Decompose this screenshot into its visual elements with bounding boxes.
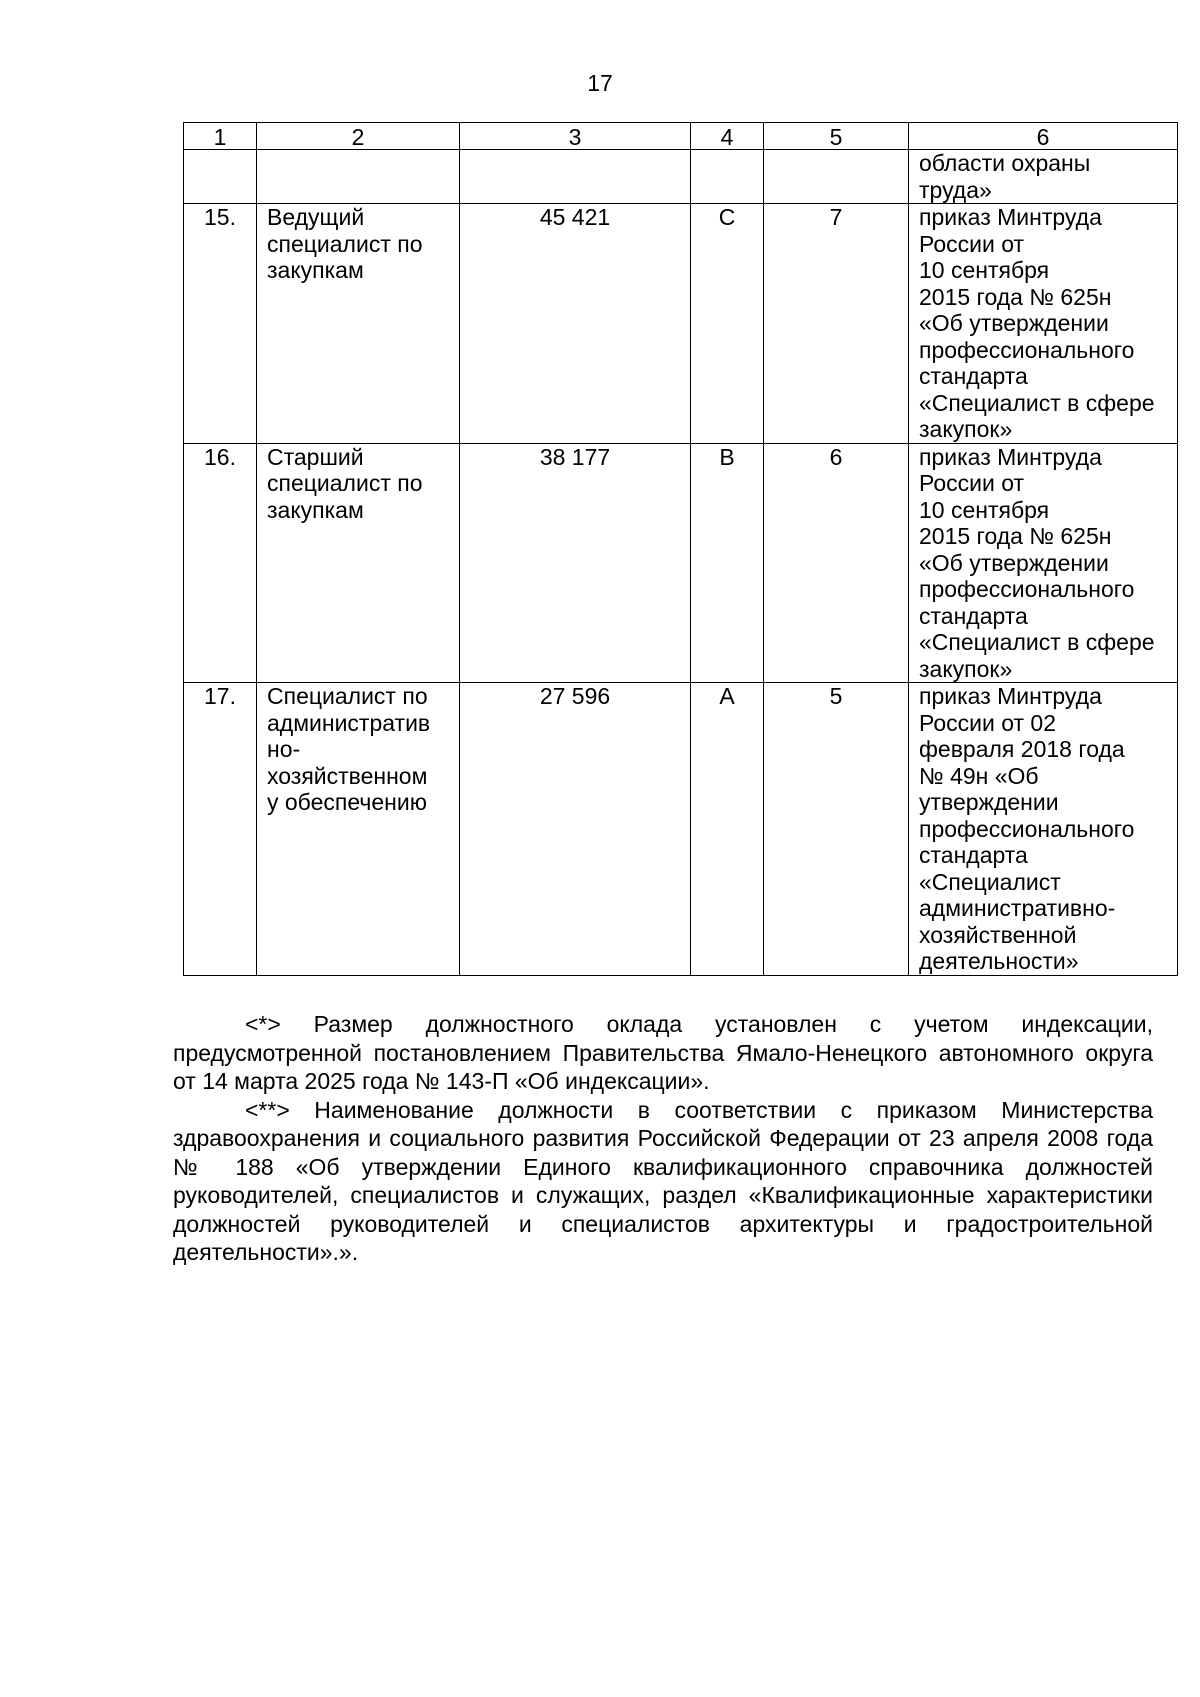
column-header-6: 6 (909, 123, 1178, 150)
salary-cell (460, 443, 691, 683)
level-cell (764, 204, 909, 444)
position-name-cell (257, 150, 460, 204)
footnote-salary-indexation: <*> Размер должностного оклада установлен с учетом индексации, предусмотренной постановлением Правительства Ямало-Ненецкого автономного округа от 14 марта 2025 года № 143-П «Об индексации». (173, 1011, 1153, 1094)
position-name-cell (257, 204, 460, 444)
table-row (184, 683, 1178, 976)
salary-value: 27 596 (539, 683, 611, 709)
level-value: 7 (829, 204, 843, 230)
position-name-cell (257, 683, 460, 976)
column-header-4: 4 (691, 123, 764, 150)
table-row (184, 150, 1178, 204)
row-number-cell (184, 204, 257, 444)
level-cell (764, 683, 909, 976)
salary-value: 38 177 (539, 443, 611, 470)
basis-cell (909, 683, 1178, 976)
row-number: 16. (204, 443, 236, 470)
position-name: Старший специалист по закупкам (267, 443, 423, 523)
table-header-row (184, 123, 1178, 150)
basis-text: области охраны труда» (919, 150, 1091, 203)
basis-cell (909, 150, 1178, 204)
column-header-2: 2 (257, 123, 460, 150)
level-cell (764, 150, 909, 204)
basis-cell (909, 204, 1178, 444)
position-name: Ведущий специалист по закупкам (267, 204, 423, 283)
level-value: 6 (829, 443, 843, 470)
group-value: А (719, 683, 735, 709)
salary-cell (460, 150, 691, 204)
position-name-cell (257, 443, 460, 683)
table-row (184, 204, 1178, 444)
group-value: С (718, 204, 736, 230)
group-value: В (719, 443, 735, 470)
basis-text: приказ Минтруда России от 10 сентября 2015 года № 625н «Об утверждении профессионального стандарта «Специалист в сфере закупок» (919, 443, 1155, 682)
table-row (184, 443, 1178, 683)
row-number-cell (184, 683, 257, 976)
salary-cell (460, 204, 691, 444)
group-cell (691, 204, 764, 444)
group-cell (691, 150, 764, 204)
column-header-5: 5 (764, 123, 909, 150)
basis-cell (909, 443, 1178, 683)
basis-text: приказ Минтруда России от 10 сентября 2015 года № 625н «Об утверждении профессионального стандарта «Специалист в сфере закупок» (919, 204, 1155, 442)
position-name: Специалист по административ но- хозяйственном у обеспечению (267, 683, 431, 815)
level-value: 5 (829, 683, 843, 709)
basis-text: приказ Минтруда России от 02 февраля 2018 года № 49н «Об утверждении профессионального стандарта «Специалист административно- хозяйственной деятельности» (919, 683, 1135, 974)
row-number: 17. (204, 683, 236, 709)
footnotes (173, 1010, 1153, 1267)
group-cell (691, 443, 764, 683)
row-number: 15. (204, 204, 236, 230)
positions-table (183, 122, 1178, 976)
column-header-3: 3 (460, 123, 691, 150)
row-number-cell (184, 443, 257, 683)
row-number-cell (184, 150, 257, 204)
salary-cell (460, 683, 691, 976)
group-cell (691, 683, 764, 976)
page-number: 17 (587, 70, 613, 96)
salary-value: 45 421 (539, 204, 611, 230)
footnote-position-naming: <**> Наименование должности в соответствии с приказом Министерства здравоохранения и социального развития Российской Федерации от 23 апреля 2008 года № 188 «Об утверждении Единого квалификационного справочника должностей руководителей, специалистов и служащих, раздел «Квалификационные характеристики должностей руководителей и специалистов архитектуры и градостроительной деятельности».». (173, 1096, 1153, 1265)
column-header-1: 1 (184, 123, 257, 150)
level-cell (764, 443, 909, 683)
